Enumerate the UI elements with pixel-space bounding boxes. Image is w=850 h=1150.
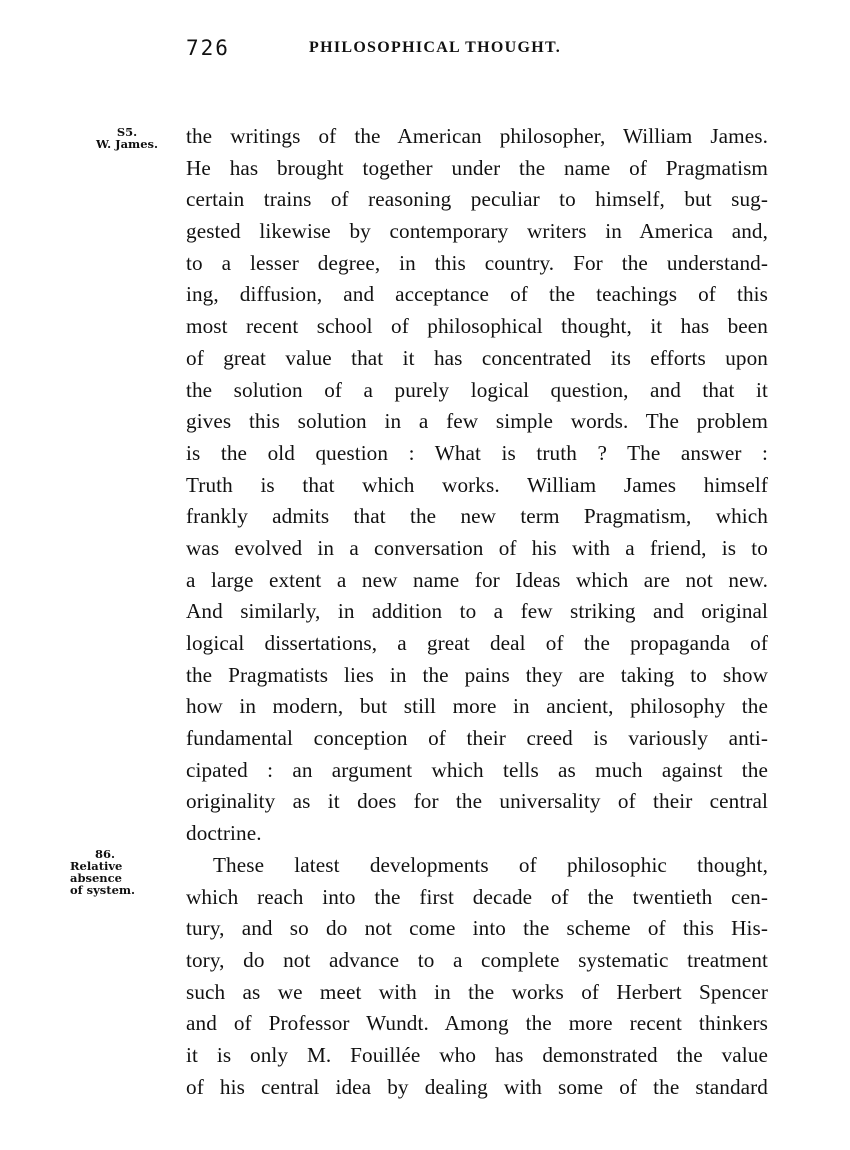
text-line: ing, diffusion, and acceptance of the teachings of this [186, 282, 768, 307]
text-line: frankly admits that the new term Pragmatism, which [186, 504, 768, 529]
margin-note-number: S5. [116, 125, 138, 139]
text-line: such as we meet with in the works of Herbert Spencer [186, 979, 768, 1004]
text-line: the writings of the American philosopher, William James. [186, 124, 768, 148]
text-line: logical dissertations, a great deal of the propaganda of [186, 631, 768, 655]
text-line: was evolved in a conversation of his with a friend, is to [186, 535, 768, 560]
text-line: He has brought together under the name of Pragmatism [186, 155, 768, 180]
text-line: fundamental conception of their creed is variously anti- [186, 726, 768, 751]
text-line: originality as it does for the universality of their central [186, 789, 768, 814]
text-line: tury, and so do not come into the scheme of this His- [186, 916, 768, 941]
text-line: which reach into the first decade of the twentieth cen- [186, 884, 768, 909]
text-line: is the old question : What is truth ? The answer : [186, 440, 768, 465]
text-line: to a lesser degree, in this country. For the understand- [186, 250, 768, 275]
margin-note-86 [70, 848, 160, 896]
paragraph [186, 850, 768, 1104]
text-line: And similarly, in addition to a few striking and original [186, 599, 768, 624]
page-number: 726 [186, 36, 230, 60]
running-title: PHILOSOPHICAL THOUGHT. [309, 39, 562, 56]
text-line: the Pragmatists lies in the pains they are taking to show [186, 662, 768, 687]
text-line: how in modern, but still more in ancient, philosophy the [186, 694, 768, 719]
text-line: certain trains of reasoning peculiar to himself, but sug- [186, 187, 768, 212]
text-line: the solution of a purely logical question, and that it [186, 377, 768, 402]
text-line: most recent school of philosophical thought, it has been [186, 314, 768, 339]
margin-note-number: 86. [94, 847, 115, 861]
body-text [186, 121, 768, 1103]
margin-note-text: of system. [70, 883, 136, 897]
margin-note-text: W. James. [96, 137, 158, 151]
page-header [186, 36, 768, 66]
margin-note-85 [72, 126, 182, 150]
text-line: gested likewise by contemporary writers in America and, [186, 219, 768, 244]
text-line: and of Professor Wundt. Among the more recent thinkers [186, 1011, 768, 1036]
text-line: Truth is that which works. William James himself [186, 472, 768, 497]
text-line: doctrine. [186, 821, 262, 846]
text-line: it is only M. Fouillée who has demonstrated the value [186, 1042, 768, 1067]
text-line: cipated : an argument which tells as much against the [186, 757, 768, 782]
text-line: a large extent a new name for Ideas which are not new. [186, 567, 768, 592]
text-line: of his central idea by dealing with some of the standard [186, 1074, 768, 1099]
text-line: of great value that it has concentrated its efforts upon [186, 345, 768, 370]
text-line: gives this solution in a few simple words. The problem [186, 409, 768, 434]
text-line: These latest developments of philosophic thought, [213, 852, 768, 877]
text-line: tory, do not advance to a complete systematic treatment [186, 947, 768, 972]
paragraph [186, 121, 768, 850]
margin-note-text: Relative [70, 859, 123, 873]
margin-note-text: absence [70, 871, 122, 885]
